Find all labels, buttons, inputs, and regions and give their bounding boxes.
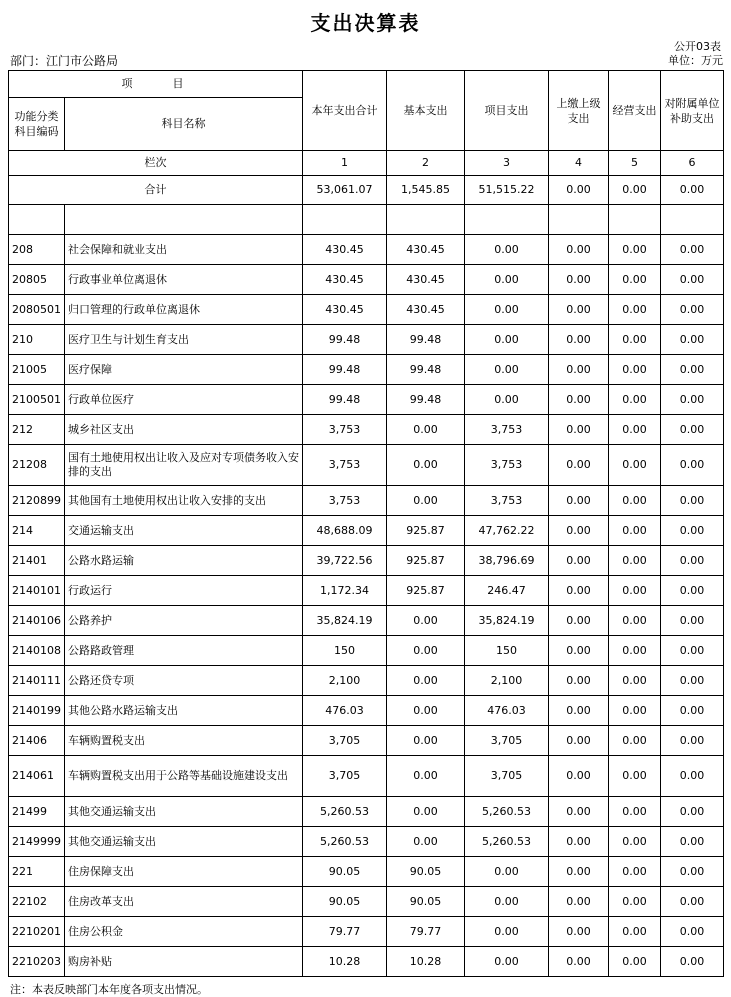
row-basic: 430.45: [387, 265, 465, 295]
row-subsidy: 0.00: [661, 666, 724, 696]
row-subsidy: 0.00: [661, 355, 724, 385]
row-upper: 0.00: [549, 265, 609, 295]
row-code: 210: [9, 325, 65, 355]
row-name: 社会保障和就业支出: [65, 235, 303, 265]
row-name: 公路还贷专项: [65, 666, 303, 696]
row-subsidy: 0.00: [661, 887, 724, 917]
row-operating: 0.00: [609, 546, 661, 576]
row-name: 交通运输支出: [65, 516, 303, 546]
row-project: 5,260.53: [465, 797, 549, 827]
meta-row: [8, 54, 723, 68]
row-project: 0.00: [465, 385, 549, 415]
table-row: [9, 756, 724, 797]
row-code: 214061: [9, 756, 65, 797]
table-row: [9, 385, 724, 415]
row-operating: 0.00: [609, 887, 661, 917]
row-subsidy: 0.00: [661, 606, 724, 636]
row-project: 47,762.22: [465, 516, 549, 546]
form-number: 公开03表: [674, 40, 721, 53]
table-row: [9, 445, 724, 486]
table-row: [9, 486, 724, 516]
row-basic: 10.28: [387, 947, 465, 977]
row-project: 0.00: [465, 857, 549, 887]
row-total: 476.03: [303, 696, 387, 726]
row-name: 公路养护: [65, 606, 303, 636]
row-subsidy: 0.00: [661, 756, 724, 797]
row-code: 212: [9, 415, 65, 445]
table-row: [9, 917, 724, 947]
row-operating: 0.00: [609, 696, 661, 726]
row-total: 1,172.34: [303, 576, 387, 606]
table-row: [9, 636, 724, 666]
row-operating: 0.00: [609, 636, 661, 666]
row-code: 2120899: [9, 486, 65, 516]
row-operating: 0.00: [609, 355, 661, 385]
row-basic: 430.45: [387, 295, 465, 325]
row-basic: 0.00: [387, 636, 465, 666]
row-project: 35,824.19: [465, 606, 549, 636]
header-col-subsidy-line1: 对附属单位: [664, 96, 720, 110]
row-operating: 0.00: [609, 827, 661, 857]
row-name: 住房公积金: [65, 917, 303, 947]
row-total: 3,753: [303, 486, 387, 516]
row-name: 医疗保障: [65, 355, 303, 385]
row-operating: 0.00: [609, 797, 661, 827]
row-operating: 0.00: [609, 295, 661, 325]
row-subsidy: 0.00: [661, 546, 724, 576]
row-total: 48,688.09: [303, 516, 387, 546]
row-code: 2140108: [9, 636, 65, 666]
row-name: 其他交通运输支出: [65, 827, 303, 857]
row-upper: 0.00: [549, 887, 609, 917]
table-header-row-group: [9, 71, 724, 98]
spacer-cell-subsidy: [661, 205, 724, 235]
row-name: 其他交通运输支出: [65, 797, 303, 827]
column-number-2: 2: [387, 151, 465, 176]
row-code: 21208: [9, 445, 65, 486]
row-basic: 0.00: [387, 445, 465, 486]
row-operating: 0.00: [609, 265, 661, 295]
row-project: 246.47: [465, 576, 549, 606]
row-subsidy: 0.00: [661, 385, 724, 415]
row-project: 0.00: [465, 355, 549, 385]
row-basic: 99.48: [387, 385, 465, 415]
row-basic: 0.00: [387, 827, 465, 857]
totals-basic: 1,545.85: [387, 176, 465, 205]
row-operating: 0.00: [609, 516, 661, 546]
row-subsidy: 0.00: [661, 827, 724, 857]
row-operating: 0.00: [609, 325, 661, 355]
row-subsidy: 0.00: [661, 636, 724, 666]
header-col-code: [9, 98, 65, 151]
row-code: 21406: [9, 726, 65, 756]
row-upper: 0.00: [549, 636, 609, 666]
row-subsidy: 0.00: [661, 516, 724, 546]
row-subsidy: 0.00: [661, 857, 724, 887]
column-number-5: 5: [609, 151, 661, 176]
row-name: 购房补贴: [65, 947, 303, 977]
row-name: 行政事业单位离退休: [65, 265, 303, 295]
totals-operating: 0.00: [609, 176, 661, 205]
row-name: 国有土地使用权出让收入及应对专项债务收入安排的支出: [65, 445, 303, 486]
row-basic: 0.00: [387, 756, 465, 797]
spacer-row: [9, 205, 724, 235]
row-code: 21401: [9, 546, 65, 576]
row-code: 2149999: [9, 827, 65, 857]
row-total: 3,705: [303, 726, 387, 756]
row-name: 公路水路运输: [65, 546, 303, 576]
row-project: 0.00: [465, 295, 549, 325]
row-basic: 0.00: [387, 797, 465, 827]
row-operating: 0.00: [609, 486, 661, 516]
row-code: 2100501: [9, 385, 65, 415]
row-project: 0.00: [465, 887, 549, 917]
row-name: 城乡社区支出: [65, 415, 303, 445]
row-subsidy: 0.00: [661, 797, 724, 827]
row-project: 38,796.69: [465, 546, 549, 576]
row-subsidy: 0.00: [661, 295, 724, 325]
row-basic: 925.87: [387, 516, 465, 546]
table-row: [9, 415, 724, 445]
row-upper: 0.00: [549, 726, 609, 756]
row-total: 430.45: [303, 235, 387, 265]
row-total: 430.45: [303, 265, 387, 295]
row-project: 5,260.53: [465, 827, 549, 857]
row-total: 3,705: [303, 756, 387, 797]
table-row: [9, 546, 724, 576]
row-project: 3,705: [465, 726, 549, 756]
row-code: 208: [9, 235, 65, 265]
row-code: 21005: [9, 355, 65, 385]
row-basic: 0.00: [387, 606, 465, 636]
row-subsidy: 0.00: [661, 576, 724, 606]
row-subsidy: 0.00: [661, 947, 724, 977]
row-code: 2210201: [9, 917, 65, 947]
department-label: 部门：江门市公路局: [10, 54, 119, 68]
column-number-row: [9, 151, 724, 176]
row-upper: 0.00: [549, 516, 609, 546]
row-upper: 0.00: [549, 797, 609, 827]
totals-row: [9, 176, 724, 205]
table-row: [9, 235, 724, 265]
row-name: 其他国有土地使用权出让收入安排的支出: [65, 486, 303, 516]
row-total: 5,260.53: [303, 827, 387, 857]
table-row: [9, 576, 724, 606]
row-basic: 430.45: [387, 235, 465, 265]
row-total: 99.48: [303, 385, 387, 415]
spacer-cell-code: [9, 205, 65, 235]
row-name: 公路路政管理: [65, 636, 303, 666]
row-name: 其他公路水路运输支出: [65, 696, 303, 726]
row-upper: 0.00: [549, 385, 609, 415]
row-basic: 0.00: [387, 415, 465, 445]
header-col-upper-line2: 支出: [567, 111, 590, 125]
spacer-cell-basic: [387, 205, 465, 235]
row-operating: 0.00: [609, 576, 661, 606]
row-operating: 0.00: [609, 857, 661, 887]
row-operating: 0.00: [609, 415, 661, 445]
row-total: 3,753: [303, 415, 387, 445]
row-code: 20805: [9, 265, 65, 295]
header-col-project: 项目支出: [465, 71, 549, 151]
row-upper: 0.00: [549, 917, 609, 947]
table-row: [9, 827, 724, 857]
row-upper: 0.00: [549, 295, 609, 325]
spacer-cell-operating: [609, 205, 661, 235]
row-project: 3,753: [465, 415, 549, 445]
row-upper: 0.00: [549, 486, 609, 516]
row-operating: 0.00: [609, 917, 661, 947]
spacer-cell-name: [65, 205, 303, 235]
table-row: [9, 666, 724, 696]
row-code: 22102: [9, 887, 65, 917]
row-subsidy: 0.00: [661, 696, 724, 726]
totals-label: 合计: [9, 176, 303, 205]
row-project: 0.00: [465, 325, 549, 355]
row-upper: 0.00: [549, 325, 609, 355]
row-total: 79.77: [303, 917, 387, 947]
row-code: 21499: [9, 797, 65, 827]
row-name: 车辆购置税支出用于公路等基础设施建设支出: [65, 756, 303, 797]
column-number-label: 栏次: [9, 151, 303, 176]
header-col-basic: 基本支出: [387, 71, 465, 151]
row-total: 35,824.19: [303, 606, 387, 636]
row-project: 3,705: [465, 756, 549, 797]
row-subsidy: 0.00: [661, 325, 724, 355]
row-upper: 0.00: [549, 696, 609, 726]
table-row: [9, 516, 724, 546]
row-operating: 0.00: [609, 666, 661, 696]
row-project: 0.00: [465, 947, 549, 977]
row-operating: 0.00: [609, 445, 661, 486]
row-name: 医疗卫生与计划生育支出: [65, 325, 303, 355]
row-upper: 0.00: [549, 857, 609, 887]
row-total: 99.48: [303, 355, 387, 385]
row-total: 39,722.56: [303, 546, 387, 576]
column-number-6: 6: [661, 151, 724, 176]
table-row: [9, 606, 724, 636]
row-code: 214: [9, 516, 65, 546]
row-project: 0.00: [465, 265, 549, 295]
header-col-upper-line1: 上缴上级: [556, 96, 601, 110]
row-basic: 0.00: [387, 696, 465, 726]
expenditure-table: [8, 70, 724, 977]
row-total: 90.05: [303, 857, 387, 887]
table-row: [9, 947, 724, 977]
row-subsidy: 0.00: [661, 235, 724, 265]
row-operating: 0.00: [609, 235, 661, 265]
row-basic: 925.87: [387, 576, 465, 606]
row-upper: 0.00: [549, 546, 609, 576]
totals-subsidy: 0.00: [661, 176, 724, 205]
row-upper: 0.00: [549, 606, 609, 636]
row-operating: 0.00: [609, 606, 661, 636]
row-project: 0.00: [465, 917, 549, 947]
row-project: 0.00: [465, 235, 549, 265]
row-upper: 0.00: [549, 756, 609, 797]
table-body: [9, 235, 724, 977]
row-upper: 0.00: [549, 576, 609, 606]
row-operating: 0.00: [609, 756, 661, 797]
row-subsidy: 0.00: [661, 486, 724, 516]
row-total: 430.45: [303, 295, 387, 325]
row-name: 归口管理的行政单位离退休: [65, 295, 303, 325]
row-code: 2210203: [9, 947, 65, 977]
page-title: 支出决算表: [310, 11, 421, 35]
footnote: 注：本表反映部门本年度各项支出情况。: [10, 983, 208, 996]
row-total: 10.28: [303, 947, 387, 977]
row-project: 476.03: [465, 696, 549, 726]
totals-upper: 0.00: [549, 176, 609, 205]
column-number-3: 3: [465, 151, 549, 176]
row-basic: 79.77: [387, 917, 465, 947]
row-upper: 0.00: [549, 666, 609, 696]
row-upper: 0.00: [549, 235, 609, 265]
row-code: 221: [9, 857, 65, 887]
row-subsidy: 0.00: [661, 265, 724, 295]
totals-project: 51,515.22: [465, 176, 549, 205]
column-number-1: 1: [303, 151, 387, 176]
column-number-4: 4: [549, 151, 609, 176]
row-basic: 0.00: [387, 486, 465, 516]
header-col-total: 本年支出合计: [303, 71, 387, 151]
row-name: 行政单位医疗: [65, 385, 303, 415]
header-col-subsidy-line2: 补助支出: [670, 111, 714, 125]
table-row: [9, 726, 724, 756]
row-code: 2080501: [9, 295, 65, 325]
header-col-code-line2: 科目编码: [14, 125, 59, 138]
row-name: 车辆购置税支出: [65, 726, 303, 756]
row-upper: 0.00: [549, 355, 609, 385]
table-row: [9, 265, 724, 295]
row-total: 99.48: [303, 325, 387, 355]
table-row: [9, 696, 724, 726]
row-basic: 0.00: [387, 666, 465, 696]
header-col-operating: 经营支出: [609, 71, 661, 151]
header-col-upper: [549, 71, 609, 151]
row-basic: 99.48: [387, 325, 465, 355]
header-col-code-line1: 功能分类: [14, 110, 59, 123]
row-upper: 0.00: [549, 445, 609, 486]
table-row: [9, 857, 724, 887]
row-total: 3,753: [303, 445, 387, 486]
row-subsidy: 0.00: [661, 726, 724, 756]
row-project: 150: [465, 636, 549, 666]
totals-total: 53,061.07: [303, 176, 387, 205]
row-project: 3,753: [465, 486, 549, 516]
row-code: 2140106: [9, 606, 65, 636]
table-row: [9, 887, 724, 917]
spacer-cell-project: [465, 205, 549, 235]
row-basic: 0.00: [387, 726, 465, 756]
row-code: 2140101: [9, 576, 65, 606]
row-operating: 0.00: [609, 726, 661, 756]
table-row: [9, 355, 724, 385]
row-project: 2,100: [465, 666, 549, 696]
header-group-item: 项 目: [9, 71, 303, 98]
row-total: 150: [303, 636, 387, 666]
row-code: 2140111: [9, 666, 65, 696]
table-row: [9, 325, 724, 355]
spacer-cell-total: [303, 205, 387, 235]
row-project: 3,753: [465, 445, 549, 486]
header-col-subsidy: [661, 71, 724, 151]
unit-label: 单位：万元: [668, 54, 723, 67]
row-total: 5,260.53: [303, 797, 387, 827]
row-name: 行政运行: [65, 576, 303, 606]
row-total: 90.05: [303, 887, 387, 917]
row-name: 住房改革支出: [65, 887, 303, 917]
row-basic: 90.05: [387, 857, 465, 887]
row-upper: 0.00: [549, 827, 609, 857]
row-basic: 99.48: [387, 355, 465, 385]
row-basic: 90.05: [387, 887, 465, 917]
row-subsidy: 0.00: [661, 445, 724, 486]
row-operating: 0.00: [609, 947, 661, 977]
row-upper: 0.00: [549, 415, 609, 445]
row-total: 2,100: [303, 666, 387, 696]
row-upper: 0.00: [549, 947, 609, 977]
row-subsidy: 0.00: [661, 917, 724, 947]
row-code: 2140199: [9, 696, 65, 726]
spacer-cell-upper: [549, 205, 609, 235]
row-basic: 925.87: [387, 546, 465, 576]
header-col-name: 科目名称: [65, 98, 303, 151]
row-subsidy: 0.00: [661, 415, 724, 445]
row-name: 住房保障支出: [65, 857, 303, 887]
table-row: [9, 295, 724, 325]
row-operating: 0.00: [609, 385, 661, 415]
table-row: [9, 797, 724, 827]
